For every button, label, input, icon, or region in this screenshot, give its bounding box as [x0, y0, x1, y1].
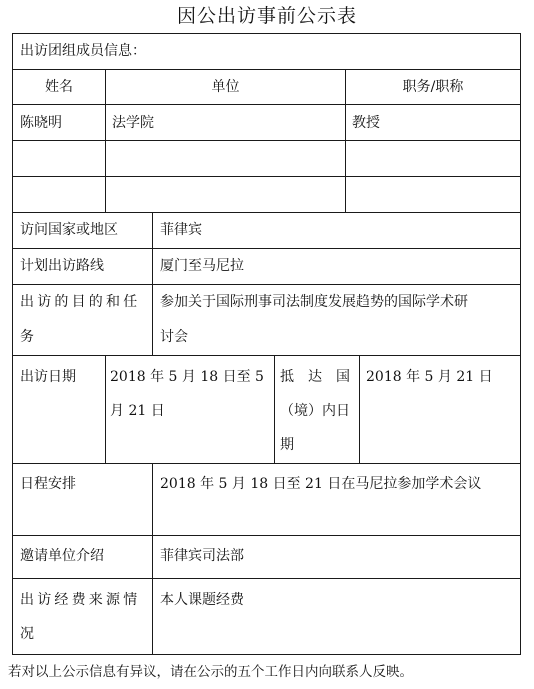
arrive-label: 抵 达 国 [280, 369, 350, 385]
member-position: 教授 [352, 115, 380, 131]
rule [520, 33, 521, 655]
route-label: 计划出访路线 [20, 258, 104, 274]
date-label: 出访日期 [20, 369, 76, 385]
schedule-label: 日程安排 [20, 476, 76, 492]
purpose-value: 讨会 [160, 329, 188, 345]
funding-label: 出访经费来源情 [20, 592, 141, 608]
rule [12, 578, 521, 579]
rule [12, 33, 13, 655]
rule [12, 535, 521, 536]
schedule-value: 2018 年 5 月 18 日至 21 日在马尼拉参加学术会议 [160, 476, 482, 492]
rule [359, 355, 360, 463]
column-header-position: 职务/职称 [402, 79, 464, 95]
column-header-unit: 单位 [211, 79, 240, 95]
country-value: 菲律宾 [160, 222, 202, 238]
rule [152, 463, 153, 654]
purpose-label: 务 [20, 329, 34, 345]
funding-label: 况 [20, 626, 34, 642]
member-unit: 法学院 [112, 115, 154, 131]
footer-note: 若对以上公示信息有异议，请在公示的五个工作日内向联系人反映。 [8, 664, 413, 680]
arrive-value: 2018 年 5 月 21 日 [366, 369, 493, 385]
rule [105, 355, 106, 463]
rule [12, 104, 521, 105]
rule [12, 140, 521, 141]
rule [12, 176, 521, 177]
arrive-label: 期 [280, 437, 294, 453]
purpose-value: 参加关于国际刑事司法制度发展趋势的国际学术研 [160, 294, 468, 310]
arrive-label: （境）内日 [280, 403, 350, 419]
country-label: 访问国家或地区 [20, 222, 118, 238]
rule [12, 654, 521, 655]
members-heading: 出访团组成员信息： [20, 43, 146, 59]
date-value: 2018 年 5 月 18 日至 5 [110, 369, 264, 385]
rule [274, 355, 275, 463]
page-title: 因公出访事前公示表 [176, 5, 357, 27]
inviter-value: 菲律宾司法部 [160, 548, 244, 564]
rule [12, 463, 521, 464]
rule [152, 212, 153, 355]
route-value: 厦门至马尼拉 [160, 258, 244, 274]
rule [12, 355, 521, 356]
date-value: 月 21 日 [110, 403, 165, 419]
inviter-label: 邀请单位介绍 [20, 548, 104, 564]
column-header-name: 姓名 [45, 79, 73, 95]
purpose-label: 出访的目的和任 [20, 294, 141, 310]
member-name: 陈晓明 [20, 115, 62, 131]
funding-value: 本人课题经费 [160, 592, 244, 608]
